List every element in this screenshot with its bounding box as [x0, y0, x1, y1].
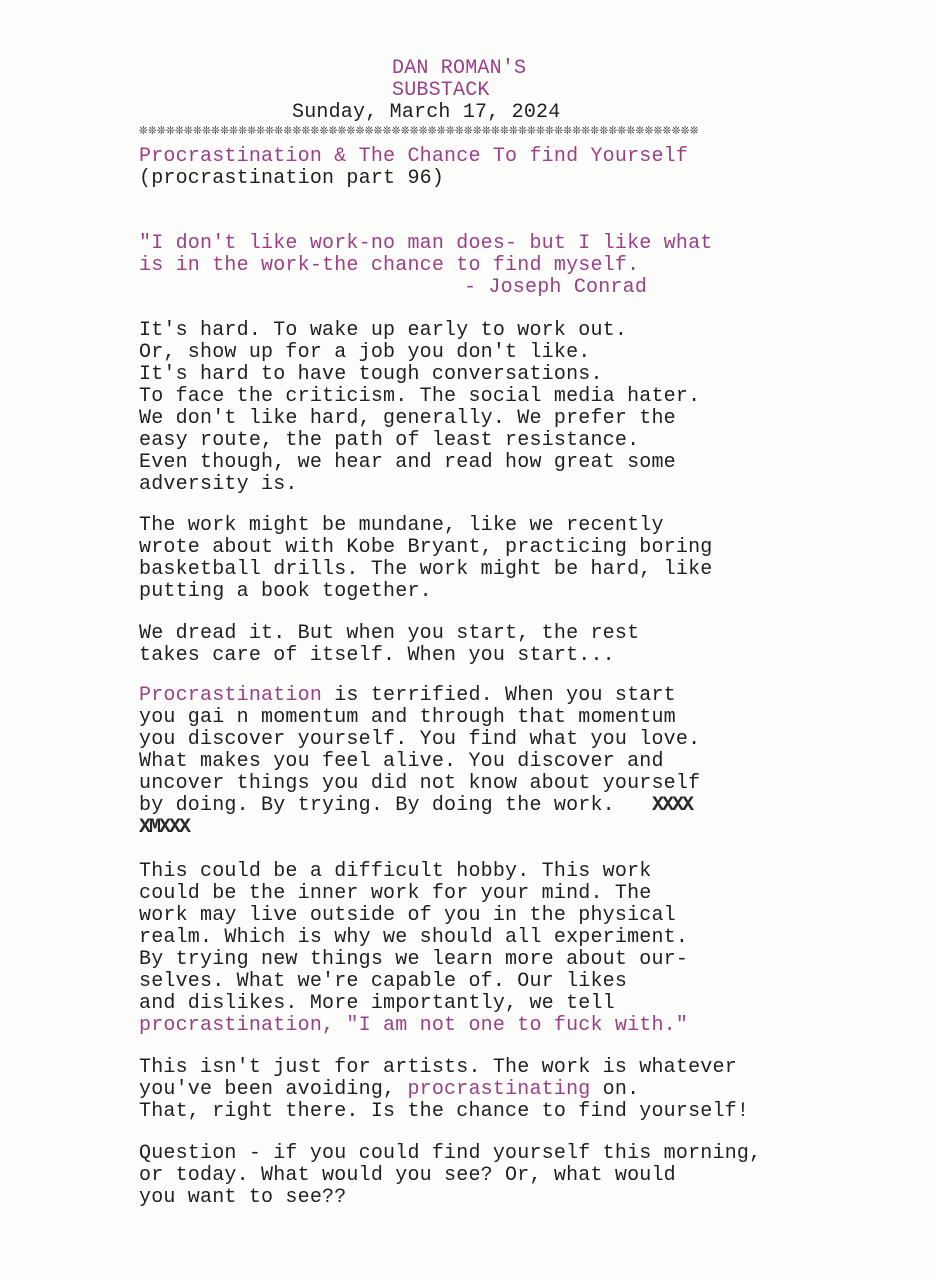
paragraph-line: you want to see??	[139, 1186, 347, 1209]
header-title-line1: DAN ROMAN'S	[392, 57, 527, 80]
paragraph-line: uncover things you did not know about yourself	[139, 772, 701, 795]
paragraph-line: Or, show up for a job you don't like.	[139, 341, 591, 364]
quote-attribution: - Joseph Conrad	[464, 276, 648, 299]
paragraph-line: easy route, the path of least resistance.	[139, 429, 640, 452]
paragraph-line: work may live outside of you in the physical	[139, 904, 676, 927]
paragraph-line: by doing. By trying. By doing the work.	[139, 794, 615, 817]
paragraph-line: It's hard. To wake up early to work out.	[139, 319, 628, 342]
post-title: Procrastination & The Chance To find Yourself	[139, 145, 689, 168]
paragraph-line: basketball drills. The work might be hard, like	[139, 558, 713, 581]
paragraph-line: This could be a difficult hobby. This work	[139, 860, 652, 883]
struck-out-text: XXXX	[652, 794, 693, 817]
paragraph-line: or today. What would you see? Or, what would	[139, 1164, 676, 1187]
quote-line-2: is in the work-the chance to find myself.	[139, 254, 640, 277]
paragraph-line: By trying new things we learn more about our-	[139, 948, 689, 971]
paragraph-text: is terrified. When you start	[322, 684, 676, 707]
paragraph-line: We dread it. But when you start, the rest	[139, 622, 640, 645]
paragraph-line: Question - if you could find yourself this morning,	[139, 1142, 762, 1165]
header-divider: ❊❊❊❊❊❊❊❊❊❊❊❊❊❊❊❊❊❊❊❊❊❊❊❊❊❊❊❊❊❊❊❊❊❊❊❊❊❊❊❊❊❊❊❊❊❊❊❊❊❊❊❊❊❊❊❊❊❊❊❊❊❊	[139, 123, 699, 139]
paragraph-line: This isn't just for artists. The work is whatever	[139, 1056, 737, 1079]
paragraph-line	[139, 685, 676, 707]
paragraph-line: selves. What we're capable of. Our likes	[139, 970, 628, 993]
paragraph-line: That, right there. Is the chance to find yourself!	[139, 1100, 750, 1123]
quote-line-1: "I don't like work-no man does- but I like what	[139, 232, 713, 255]
highlighted-word: procrastinating	[407, 1078, 591, 1101]
highlighted-word: Procrastination	[139, 684, 323, 707]
header-date: Sunday, March 17, 2024	[292, 101, 561, 124]
paragraph-line: We don't like hard, generally. We prefer the	[139, 407, 676, 430]
paragraph-line: could be the inner work for your mind. The	[139, 882, 652, 905]
paragraph-text: on.	[590, 1078, 640, 1101]
paragraph-line: and dislikes. More importantly, we tell	[139, 992, 615, 1015]
paragraph-line: putting a book together.	[139, 580, 432, 603]
paragraph-line: What makes you feel alive. You discover and	[139, 750, 664, 773]
post-subtitle: (procrastination part 96)	[139, 167, 445, 190]
paragraph-line	[139, 1079, 639, 1101]
paragraph-line: you gai n momentum and through that momentum	[139, 706, 676, 729]
paragraph-line: To face the criticism. The social media hater.	[139, 385, 701, 408]
highlighted-line: procrastination, "I am not one to fuck with."	[139, 1014, 689, 1037]
struck-out-text: XMXXX	[139, 816, 190, 839]
paragraph-line: realm. Which is why we should all experiment.	[139, 926, 689, 949]
header-title-line2: SUBSTACK	[392, 79, 490, 102]
paragraph-text: you've been avoiding,	[139, 1078, 408, 1101]
paragraph-line: It's hard to have tough conversations.	[139, 363, 603, 386]
paragraph-line: The work might be mundane, like we recently	[139, 514, 664, 537]
paragraph-line: wrote about with Kobe Bryant, practicing boring	[139, 536, 713, 559]
paragraph-line: you discover yourself. You find what you love.	[139, 728, 701, 751]
paragraph-line: Even though, we hear and read how great some	[139, 451, 676, 474]
paragraph-line: adversity is.	[139, 473, 298, 496]
paragraph-line: takes care of itself. When you start...	[139, 644, 615, 667]
